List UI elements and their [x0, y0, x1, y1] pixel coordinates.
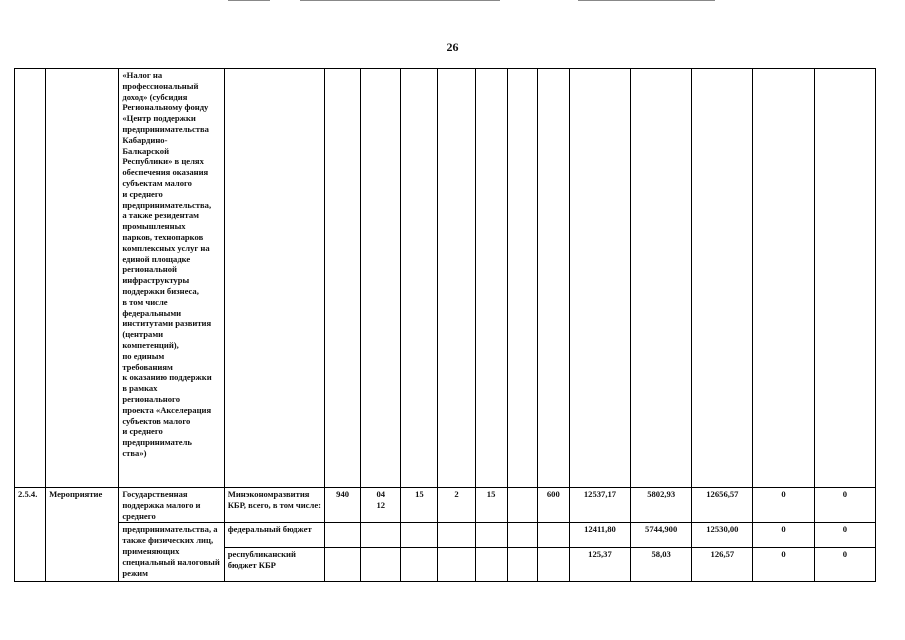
cs4-code: [507, 523, 537, 548]
description-line: Балкарской: [122, 145, 170, 156]
rz-pr-code: [361, 548, 401, 582]
description-line: Кабардино-: [122, 134, 168, 145]
cs3-code: 15: [475, 488, 507, 523]
description-line: субъектов малого: [122, 415, 191, 426]
budget-table: [14, 68, 876, 582]
rz-pr-code: [361, 523, 401, 548]
amount-year-5: 0: [814, 523, 875, 548]
description-line: единой площадке: [122, 253, 191, 264]
measure-number: 2.5.4.: [15, 488, 46, 582]
cs1-code: 15: [401, 488, 438, 523]
rz-pr-code: [361, 488, 401, 523]
cell-cs3: [475, 69, 507, 488]
cell-y3: [692, 69, 753, 488]
description-line: доход» (субсидия: [122, 91, 188, 102]
cell-vr: [537, 69, 569, 488]
description-line: промышленных: [122, 221, 186, 232]
description-line: проекта «Акселерация: [122, 404, 212, 415]
amount-year-3: 126,57: [692, 548, 753, 582]
pr-code: 12: [376, 499, 386, 510]
amount-year-1: 12537,17: [569, 488, 630, 523]
description-line: по единым: [122, 350, 165, 361]
cell-cs2: [438, 69, 475, 488]
description-line: ства»): [122, 447, 147, 458]
cell-source: [224, 69, 324, 488]
amount-year-3: 12530,00: [692, 523, 753, 548]
cs4-code: [507, 548, 537, 582]
description-line: к оказанию поддержки: [122, 372, 212, 383]
vr-code: [537, 523, 569, 548]
cell-type: [46, 69, 119, 488]
description-line: обеспечения оказания: [122, 167, 209, 178]
scan-artifact: [228, 0, 270, 1]
description-line: в рамках: [122, 383, 158, 394]
description-line: предпринимательства,: [122, 199, 212, 210]
amount-year-2: 5744,900: [631, 523, 692, 548]
cs1-code: [401, 548, 438, 582]
description-line: и среднего: [122, 426, 163, 437]
rz-code: 04: [376, 489, 386, 499]
cell-cs4: [507, 69, 537, 488]
measure-name-part1: Государственная поддержка малого и среднего: [119, 488, 224, 523]
description-line: Республики» в целях: [122, 156, 204, 167]
description-line: инфраструктуры: [122, 275, 190, 286]
cell-cs1: [401, 69, 438, 488]
description-line: профессиональный: [122, 80, 199, 91]
cs4-code: [507, 488, 537, 523]
grbs-code: 940: [325, 488, 361, 523]
amount-year-2: 5802,93: [631, 488, 692, 523]
amount-year-5: 0: [814, 488, 875, 523]
description-line: институтами развития: [122, 318, 212, 329]
description-line: Региональному фонду: [122, 102, 209, 113]
description-line: в том числе: [122, 296, 168, 307]
description-line: поддержки бизнеса,: [122, 285, 199, 296]
funding-source: федеральный бюджет: [224, 523, 324, 548]
funding-source: Минэкономразвития КБР, всего, в том числе:: [224, 488, 324, 523]
amount-year-5: 0: [814, 548, 875, 582]
description-line: требованиям: [122, 361, 173, 372]
description-line: «Центр поддержки: [122, 113, 196, 124]
cell-rz-pr: [361, 69, 401, 488]
cs2-code: [438, 548, 475, 582]
vr-code: 600: [537, 488, 569, 523]
cell-y1: [569, 69, 630, 488]
amount-year-4: 0: [753, 548, 814, 582]
grbs-code: [325, 523, 361, 548]
amount-year-4: 0: [753, 523, 814, 548]
description-line: субъектам малого: [122, 177, 192, 188]
cs2-code: [438, 523, 475, 548]
scan-artifact: [300, 0, 500, 1]
amount-year-4: 0: [753, 488, 814, 523]
description-line: и среднего: [122, 188, 163, 199]
description-line: предпринимательства: [122, 123, 209, 134]
cell-number: [15, 69, 46, 488]
page-number: 26: [446, 40, 459, 54]
measure-name-part2: предпринимательства, а также физических лиц, применяющих специальный налоговый режим: [119, 523, 224, 582]
description-line: регионального: [122, 393, 181, 404]
description-line: комплексных услуг на: [122, 242, 210, 253]
description-line: парков, технопарков: [122, 231, 204, 242]
cs3-code: [475, 548, 507, 582]
amount-year-1: 125,37: [569, 548, 630, 582]
table-row: [15, 523, 876, 548]
description-line: «Налог на: [122, 70, 163, 80]
description-line: федеральными: [122, 307, 182, 318]
cell-measure-description: [119, 69, 224, 488]
description-line: предприниматель: [122, 437, 192, 448]
cell-grbs: [325, 69, 361, 488]
table-row-continuation: [15, 69, 876, 488]
description-line: компетенций),: [122, 339, 179, 350]
cs3-code: [475, 523, 507, 548]
cs1-code: [401, 523, 438, 548]
vr-code: [537, 548, 569, 582]
scan-artifact: [578, 0, 715, 1]
funding-source: республиканский бюджет КБР: [224, 548, 324, 582]
amount-year-2: 58,03: [631, 548, 692, 582]
cs2-code: 2: [438, 488, 475, 523]
table-row: [15, 488, 876, 523]
grbs-code: [325, 548, 361, 582]
cell-y4: [753, 69, 814, 488]
cell-y5: [814, 69, 875, 488]
amount-year-3: 12656,57: [692, 488, 753, 523]
description-line: а также резидентам: [122, 210, 200, 221]
description-line: (центрами: [122, 329, 164, 340]
amount-year-1: 12411,80: [569, 523, 630, 548]
description-line: региональной: [122, 264, 177, 275]
measure-type: Мероприятие: [46, 488, 119, 582]
cell-y2: [631, 69, 692, 488]
